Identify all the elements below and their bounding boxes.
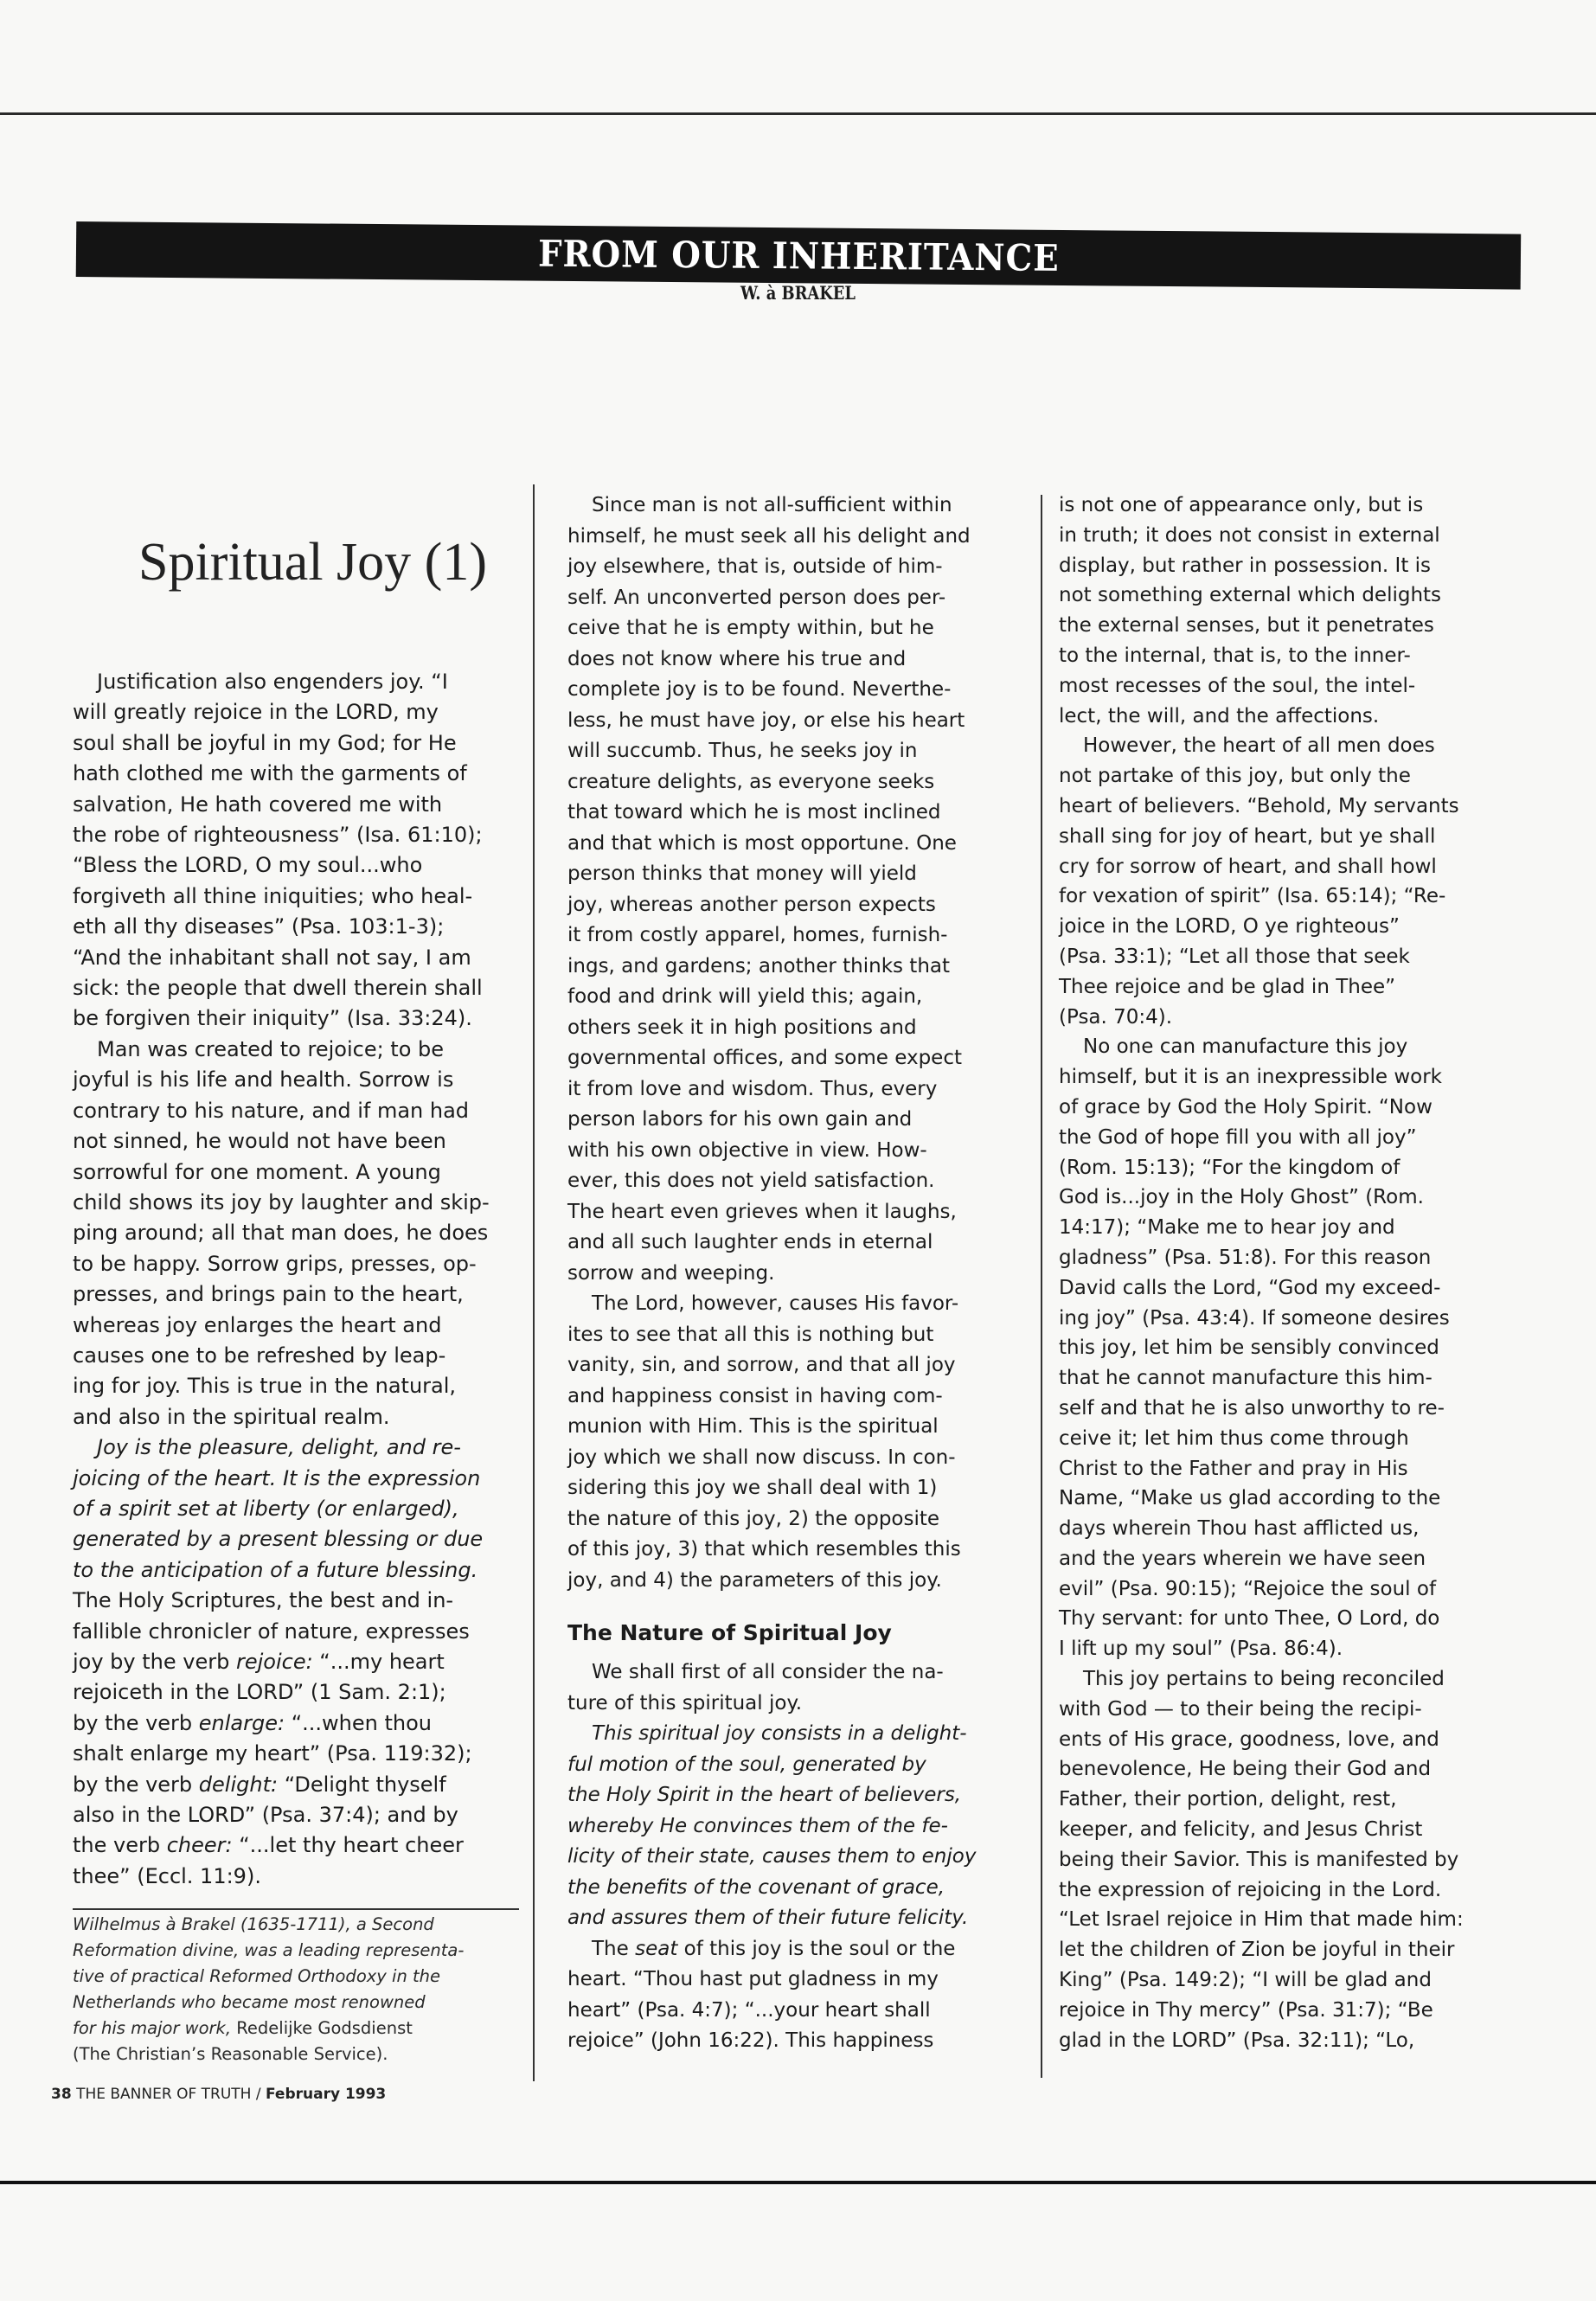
- text-line: The Holy Scriptures, the best and in-: [73, 1588, 454, 1613]
- text-line: joy elsewhere, that is, outside of him-: [567, 555, 943, 578]
- text-line: the expression of rejoicing in the Lord.: [1059, 1878, 1442, 1901]
- text-line: contrary to his nature, and if man had: [73, 1098, 470, 1123]
- text-line: thee” (Eccl. 11:9).: [73, 1863, 261, 1888]
- text-line: [567, 1903, 1022, 1934]
- text-line: to be happy. Sorrow grips, presses, op-: [73, 1251, 477, 1276]
- paragraph: [567, 1289, 1022, 1596]
- page-number: 38: [51, 2086, 72, 2103]
- text-line: not partake of this joy, but only the: [1059, 765, 1411, 788]
- paragraph: [73, 1433, 519, 1892]
- text-line: ing joy” (Psa. 43:4). If someone desires: [1059, 1306, 1450, 1330]
- text-line: This joy pertains to being reconciled: [1083, 1668, 1445, 1691]
- text-line: sick: the people that dwell therein shall: [73, 976, 483, 1001]
- text-line: the external senses, but it penetrates: [1059, 614, 1434, 638]
- text-line: However, the heart of all men does: [1083, 734, 1435, 758]
- text-line: less, he must have joy, or else his heart: [567, 708, 965, 732]
- text-line: [73, 2016, 519, 2041]
- text-line: it from costly apparel, homes, furnish-: [567, 924, 948, 946]
- text-line: [567, 1842, 1022, 1873]
- text-line: “Bless the LORD, O my soul...who: [73, 853, 423, 878]
- text-line: joyful is his life and health. Sorrow is: [73, 1067, 454, 1093]
- text-segment: of this joy is the soul or the: [677, 1937, 956, 1960]
- paragraph: [1059, 731, 1509, 1032]
- text-line: rejoice” (John 16:22). This happiness: [567, 2029, 934, 2052]
- text-segment: “...my heart: [312, 1650, 445, 1674]
- text-line: with his own objective in view. How-: [567, 1138, 927, 1162]
- text-line: does not know where his true and: [567, 647, 907, 670]
- text-line: the God of hope fill you with all joy”: [1059, 1125, 1417, 1149]
- text-line: glad in the LORD” (Psa. 32:11); “Lo,: [1059, 2029, 1415, 2052]
- author-byline: W. à BRAKEL: [740, 282, 856, 304]
- text-line: ceive it; let him thus come through: [1059, 1426, 1409, 1450]
- text-segment: “...let thy heart cheer: [232, 1833, 464, 1858]
- text-line: [567, 1780, 1022, 1811]
- text-line: this joy, let him be sensibly convinced: [1059, 1336, 1439, 1360]
- text-line: child shows its joy by laughter and skip-: [73, 1189, 490, 1215]
- italic-text: Netherlands who became most renowned: [73, 1992, 426, 2012]
- text-line: benevolence, He being their God and: [1059, 1758, 1432, 1781]
- text-line: [567, 1873, 1022, 1904]
- text-line: ever, this does not yield satisfaction.: [567, 1170, 935, 1192]
- text-line: Christ to the Father and pray in His: [1059, 1457, 1408, 1480]
- top-rule: [0, 112, 1596, 115]
- text-line: [73, 1464, 519, 1494]
- text-line: complete joy is to be found. Neverthe-: [567, 678, 952, 701]
- text-line: joy, and 4) the parameters of this joy.: [567, 1568, 942, 1592]
- italic-text: the benefits of the covenant of grace,: [567, 1875, 945, 1899]
- text-line: [567, 1934, 1022, 1965]
- text-line: ping around; all that man does, he does: [73, 1221, 489, 1246]
- section-banner: [76, 221, 1521, 290]
- italic-text: Reformation divine, was a leading representa-: [73, 1940, 465, 1960]
- text-line: “And the inhabitant shall not say, I am: [73, 945, 471, 970]
- text-line: forgiveth all thine iniquities; who heal-: [73, 883, 473, 908]
- publication-name: THE BANNER OF TRUTH /: [76, 2086, 261, 2103]
- text-line: (Psa. 70:4).: [1059, 1005, 1173, 1029]
- text-line: in truth; it does not consist in external: [1059, 523, 1440, 547]
- text-line: of grace by God the Holy Spirit. “Now: [1059, 1095, 1433, 1118]
- text-line: and all such laughter ends in eternal: [567, 1231, 933, 1253]
- text-line: it from love and wisdom. Thus, every: [567, 1077, 938, 1100]
- text-segment: the verb: [73, 1833, 167, 1858]
- text-line: let the children of Zion be joyful in their: [1059, 1939, 1455, 1962]
- text-line: [73, 1708, 519, 1739]
- text-segment: “Delight thyself: [278, 1772, 446, 1797]
- text-line: The Lord, however, causes His favor-: [592, 1292, 959, 1315]
- section-heading: The Nature of Spiritual Joy: [567, 1620, 892, 1645]
- paragraph: [567, 1719, 1022, 1934]
- text-line: [73, 1770, 519, 1800]
- text-line: 14:17); “Make me to hear joy and: [1059, 1216, 1395, 1240]
- text-line: lect, the will, and the affections.: [1059, 704, 1380, 727]
- text-line: that toward which he is most inclined: [567, 801, 941, 824]
- text-line: David calls the Lord, “God my exceed-: [1059, 1276, 1441, 1299]
- italic-text: the Holy Spirit in the heart of believers,: [567, 1784, 962, 1806]
- author-footnote: [73, 1912, 519, 2067]
- italic-text: tive of practical Reformed Orthodoxy in the: [73, 1966, 441, 1986]
- paragraph: [1059, 1032, 1509, 1664]
- text-line: joice in the LORD, O ye righteous”: [1059, 915, 1400, 939]
- paragraph: [1059, 490, 1509, 731]
- text-line: [567, 1811, 1022, 1843]
- text-line: display, but rather in possession. It is: [1059, 554, 1432, 577]
- italic-text: of a spirit set at liberty (or enlarged),: [73, 1496, 459, 1521]
- text-line: that he cannot manufacture this him-: [1059, 1367, 1433, 1390]
- text-line: [567, 1750, 1022, 1781]
- text-line: to the internal, that is, to the inner-: [1059, 644, 1411, 667]
- text-line: Father, their portion, delight, rest,: [1059, 1788, 1397, 1811]
- text-line: of this joy, 3) that which resembles this: [567, 1538, 961, 1561]
- text-segment: by the verb: [73, 1710, 199, 1735]
- text-line: ings, and gardens; another thinks that: [567, 954, 951, 977]
- text-line: We shall first of all consider the na-: [592, 1661, 944, 1683]
- text-line: sorrowful for one moment. A young: [73, 1159, 441, 1184]
- text-line: (Rom. 15:13); “For the kingdom of: [1059, 1156, 1401, 1179]
- column-3: [1059, 490, 1509, 2055]
- text-line: is not one of appearance only, but is: [1059, 494, 1424, 516]
- text-line: and the years wherein we have seen: [1059, 1547, 1426, 1570]
- text-line: [73, 1964, 519, 1990]
- text-line: eth all thy diseases” (Psa. 103:1-3);: [73, 914, 445, 939]
- text-line: [73, 1830, 519, 1861]
- text-line: [73, 1433, 519, 1463]
- paragraph: [1059, 1664, 1509, 2055]
- text-line: King” (Psa. 149:2); “I will be glad and: [1059, 1969, 1432, 1992]
- text-segment: joy by the verb: [73, 1650, 236, 1674]
- text-line: whereas joy enlarges the heart and: [73, 1312, 442, 1337]
- text-line: I lift up my soul” (Psa. 86:4).: [1059, 1638, 1343, 1661]
- text-line: be forgiven their iniquity” (Isa. 33:24).: [73, 1006, 472, 1031]
- italic-text: ful motion of the soul, generated by: [567, 1753, 926, 1776]
- text-line: not something external which delights: [1059, 584, 1442, 607]
- italic-text: whereby He convinces them of the fe-: [567, 1814, 948, 1837]
- text-line: causes one to be refreshed by leap-: [73, 1343, 446, 1368]
- text-line: shalt enlarge my heart” (Psa. 119:32);: [73, 1741, 472, 1766]
- banner-title: FROM OUR INHERITANCE: [537, 232, 1060, 279]
- text-line: heart” (Psa. 4:7); “...your heart shall: [567, 1998, 931, 2022]
- italic-text: and assures them of their future felicity.: [567, 1907, 969, 1929]
- text-line: shall sing for joy of heart, but ye shall: [1059, 824, 1436, 848]
- paragraph: [567, 1657, 1022, 1719]
- text-line: joy, whereas another person expects: [567, 893, 936, 916]
- text-line: Name, “Make us glad according to the: [1059, 1487, 1441, 1510]
- text-line: munion with Him. This is the spiritual: [567, 1415, 939, 1438]
- italic-text: seat: [635, 1937, 678, 1960]
- text-segment: Redelijke Godsdienst: [236, 2018, 413, 2038]
- italic-text: enlarge:: [198, 1710, 285, 1735]
- text-line: rejoiceth in the LORD” (1 Sam. 2:1);: [73, 1680, 446, 1705]
- column-2: [567, 490, 1022, 2057]
- text-line: Since man is not all-sufficient within: [592, 494, 952, 516]
- text-line: self. An unconverted person does per-: [567, 586, 946, 609]
- text-line: (The Christian’s Reasonable Service).: [73, 2044, 388, 2064]
- text-line: himself, but it is an inexpressible work: [1059, 1066, 1442, 1089]
- text-line: ites to see that all this is nothing but: [567, 1323, 934, 1346]
- text-line: God is...joy in the Holy Ghost” (Rom.: [1059, 1186, 1424, 1209]
- text-line: self and that he is also unworthy to re-: [1059, 1396, 1445, 1420]
- paragraph: [73, 667, 519, 1035]
- text-line: rejoice in Thy mercy” (Psa. 31:7); “Be: [1059, 1998, 1433, 2022]
- paragraph: [73, 1912, 519, 2067]
- text-line: ture of this spiritual joy.: [567, 1691, 803, 1715]
- text-line: Man was created to rejoice; to be: [97, 1036, 445, 1061]
- text-line: for vexation of spirit” (Isa. 65:14); “Re-: [1059, 885, 1446, 908]
- text-line: most recesses of the soul, the intel-: [1059, 674, 1416, 697]
- paragraph: [567, 1934, 1022, 2057]
- paragraph: [567, 490, 1022, 1289]
- text-line: gladness” (Psa. 51:8). For this reason: [1059, 1246, 1432, 1269]
- paragraph: [73, 1035, 519, 1433]
- text-line: the robe of righteousness” (Isa. 61:10);: [73, 823, 483, 848]
- text-line: [73, 1990, 519, 2016]
- text-line: [73, 1555, 519, 1586]
- text-line: joy which we shall now discuss. In con-: [567, 1445, 956, 1469]
- italic-text: rejoice:: [235, 1650, 313, 1674]
- article-title: Spiritual Joy (1): [138, 533, 487, 592]
- column-1: [73, 667, 519, 1892]
- text-line: cry for sorrow of heart, and shall howl: [1059, 855, 1437, 878]
- text-line: will succumb. Thus, he seeks joy in: [567, 740, 918, 762]
- italic-text: to the anticipation of a future blessing.: [73, 1557, 478, 1582]
- text-line: [73, 1647, 519, 1677]
- text-line: [73, 1938, 519, 1964]
- text-line: the nature of this joy, 2) the opposite: [567, 1507, 940, 1530]
- column-divider: [1041, 495, 1042, 2078]
- italic-text: licity of their state, causes them to enjoy: [567, 1845, 977, 1868]
- text-line: soul shall be joyful in my God; for He: [73, 730, 457, 755]
- text-line: heart. “Thou hast put gladness in my: [567, 1968, 939, 1990]
- text-line: himself, he must seek all his delight and: [567, 524, 971, 548]
- italic-text: This spiritual joy consists in a delight-: [592, 1722, 967, 1745]
- text-line: ceive that he is empty within, but he: [567, 617, 934, 639]
- italic-text: joicing of the heart. It is the expression: [73, 1465, 481, 1490]
- text-line: will greatly rejoice in the LORD, my: [73, 700, 439, 725]
- text-line: ing for joy. This is true in the natural,: [73, 1374, 457, 1399]
- text-line: and happiness consist in having com-: [567, 1384, 943, 1407]
- text-line: and that which is most opportune. One: [567, 831, 957, 855]
- page-footer: [51, 2086, 386, 2103]
- text-line: days wherein Thou hast afflicted us,: [1059, 1517, 1420, 1541]
- text-line: (Psa. 33:1); “Let all those that seek: [1059, 945, 1410, 968]
- text-line: hath clothed me with the garments of: [73, 761, 467, 786]
- text-line: and also in the spiritual realm.: [73, 1404, 390, 1429]
- text-line: vanity, sin, and sorrow, and that all joy: [567, 1354, 956, 1376]
- text-line: [73, 1494, 519, 1524]
- text-line: salvation, He hath covered me with: [73, 792, 443, 817]
- text-line: Thy servant: for unto Thee, O Lord, do: [1059, 1607, 1440, 1631]
- text-line: Justification also engenders joy. “I: [97, 670, 448, 694]
- text-line: “Let Israel rejoice in Him that made him:: [1059, 1908, 1464, 1932]
- text-line: fallible chronicler of nature, expresses: [73, 1618, 470, 1644]
- text-line: person labors for his own gain and: [567, 1108, 913, 1131]
- text-line: being their Savior. This is manifested by: [1059, 1848, 1459, 1871]
- text-line: [73, 1524, 519, 1554]
- text-line: ents of His grace, goodness, love, and: [1059, 1727, 1439, 1751]
- text-line: [73, 1912, 519, 1938]
- text-line: evil” (Psa. 90:15); “Rejoice the soul of: [1059, 1577, 1437, 1600]
- text-segment: “...when thou: [285, 1710, 433, 1735]
- text-line: heart of believers. “Behold, My servants: [1059, 794, 1459, 817]
- text-line: Thee rejoice and be glad in Thee”: [1059, 975, 1396, 998]
- italic-text: Joy is the pleasure, delight, and re-: [97, 1435, 461, 1460]
- footnote-rule: [73, 1908, 519, 1910]
- text-line: sorrow and weeping.: [567, 1261, 775, 1285]
- text-line: person thinks that money will yield: [567, 862, 917, 885]
- text-line: sidering this joy we shall deal with 1): [567, 1477, 938, 1499]
- text-line: food and drink will yield this; again,: [567, 985, 923, 1008]
- text-line: presses, and brings pain to the heart,: [73, 1282, 464, 1307]
- text-line: [567, 1719, 1022, 1750]
- text-line: creature delights, as everyone seeks: [567, 770, 935, 793]
- text-line: The heart even grieves when it laughs,: [567, 1200, 957, 1223]
- text-line: No one can manufacture this joy: [1083, 1035, 1408, 1059]
- text-line: others seek it in high positions and: [567, 1016, 917, 1039]
- italic-text: delight:: [198, 1772, 279, 1797]
- italic-text: for his major work,: [73, 2018, 237, 2038]
- italic-text: generated by a present blessing or due: [73, 1527, 484, 1552]
- italic-text: cheer:: [166, 1833, 233, 1858]
- text-line: keeper, and felicity, and Jesus Christ: [1059, 1818, 1423, 1842]
- text-segment: The: [592, 1937, 636, 1960]
- text-line: not sinned, he would not have been: [73, 1129, 446, 1154]
- italic-text: Wilhelmus à Brakel (1635-1711), a Second: [73, 1914, 434, 1934]
- text-line: governmental offices, and some expect: [567, 1047, 962, 1069]
- issue-date: February 1993: [265, 2086, 387, 2103]
- text-segment: by the verb: [73, 1772, 199, 1797]
- bottom-rule: [0, 2181, 1596, 2184]
- text-line: with God — to their being the recipi-: [1059, 1697, 1422, 1721]
- text-line: also in the LORD” (Psa. 37:4); and by: [73, 1803, 458, 1828]
- column-divider: [533, 484, 535, 2081]
